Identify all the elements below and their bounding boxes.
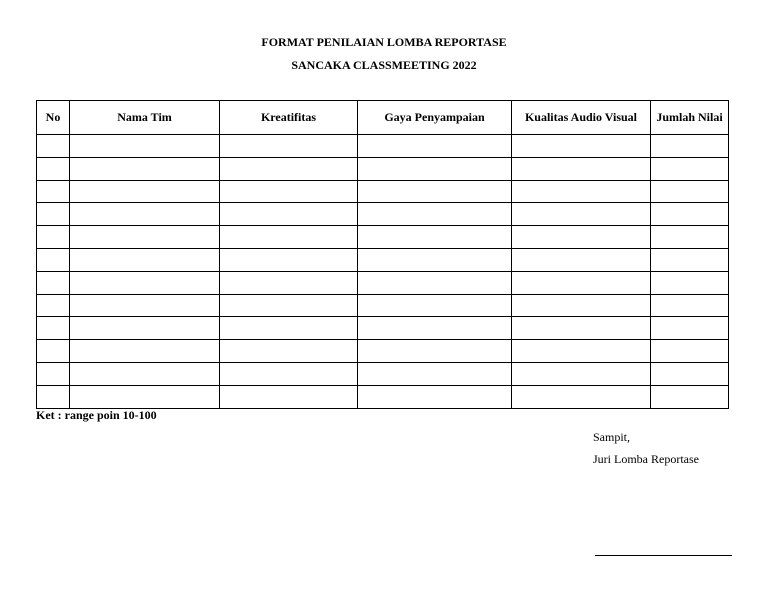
table-row	[37, 248, 729, 271]
cell-nama-tim	[70, 248, 220, 271]
cell-no	[37, 226, 70, 249]
cell-no	[37, 340, 70, 363]
cell-gaya-penyampaian	[358, 226, 512, 249]
table-row	[37, 317, 729, 340]
cell-kreatifitas	[220, 362, 358, 385]
scoring-table	[36, 100, 729, 409]
signature-line	[595, 555, 732, 556]
cell-nama-tim	[70, 135, 220, 158]
signature-role: Juri Lomba Reportase	[593, 452, 699, 466]
cell-kreatifitas	[220, 248, 358, 271]
cell-no	[37, 248, 70, 271]
cell-jumlah-nilai	[651, 271, 729, 294]
cell-no	[37, 157, 70, 180]
table-body	[37, 135, 729, 409]
document-title: FORMAT PENILAIAN LOMBA REPORTASE	[261, 35, 507, 49]
table-row	[37, 362, 729, 385]
cell-kreatifitas	[220, 294, 358, 317]
cell-kualitas-audio-visual	[512, 385, 651, 408]
document-subtitle: SANCAKA CLASSMEETING 2022	[291, 58, 477, 72]
cell-kualitas-audio-visual	[512, 180, 651, 203]
cell-no	[37, 135, 70, 158]
cell-kualitas-audio-visual	[512, 317, 651, 340]
header-kreatifitas: Kreatifitas	[220, 101, 358, 135]
cell-nama-tim	[70, 157, 220, 180]
table-row	[37, 226, 729, 249]
cell-jumlah-nilai	[651, 248, 729, 271]
cell-nama-tim	[70, 294, 220, 317]
table-row	[37, 180, 729, 203]
cell-kreatifitas	[220, 135, 358, 158]
cell-nama-tim	[70, 317, 220, 340]
table-row	[37, 340, 729, 363]
cell-gaya-penyampaian	[358, 317, 512, 340]
cell-kualitas-audio-visual	[512, 157, 651, 180]
table-row	[37, 294, 729, 317]
header-kualitas-audio-visual: Kualitas Audio Visual	[512, 101, 651, 135]
cell-kualitas-audio-visual	[512, 203, 651, 226]
cell-gaya-penyampaian	[358, 203, 512, 226]
cell-nama-tim	[70, 362, 220, 385]
cell-no	[37, 362, 70, 385]
cell-no	[37, 294, 70, 317]
cell-kualitas-audio-visual	[512, 248, 651, 271]
cell-gaya-penyampaian	[358, 385, 512, 408]
cell-jumlah-nilai	[651, 226, 729, 249]
cell-gaya-penyampaian	[358, 340, 512, 363]
cell-gaya-penyampaian	[358, 294, 512, 317]
cell-kreatifitas	[220, 385, 358, 408]
cell-kreatifitas	[220, 317, 358, 340]
table-row	[37, 203, 729, 226]
cell-nama-tim	[70, 226, 220, 249]
cell-jumlah-nilai	[651, 157, 729, 180]
cell-nama-tim	[70, 385, 220, 408]
cell-no	[37, 385, 70, 408]
cell-kualitas-audio-visual	[512, 362, 651, 385]
cell-kreatifitas	[220, 180, 358, 203]
cell-jumlah-nilai	[651, 340, 729, 363]
cell-no	[37, 317, 70, 340]
cell-kreatifitas	[220, 203, 358, 226]
cell-jumlah-nilai	[651, 180, 729, 203]
cell-jumlah-nilai	[651, 317, 729, 340]
cell-nama-tim	[70, 271, 220, 294]
cell-kualitas-audio-visual	[512, 226, 651, 249]
cell-nama-tim	[70, 180, 220, 203]
cell-kreatifitas	[220, 271, 358, 294]
header-jumlah-nilai: Jumlah Nilai	[651, 101, 729, 135]
cell-nama-tim	[70, 340, 220, 363]
table-header-row	[37, 101, 729, 135]
cell-gaya-penyampaian	[358, 157, 512, 180]
cell-kreatifitas	[220, 157, 358, 180]
cell-jumlah-nilai	[651, 135, 729, 158]
table-row	[37, 157, 729, 180]
cell-jumlah-nilai	[651, 385, 729, 408]
cell-gaya-penyampaian	[358, 271, 512, 294]
cell-no	[37, 180, 70, 203]
header-nama-tim: Nama Tim	[70, 101, 220, 135]
cell-gaya-penyampaian	[358, 362, 512, 385]
cell-gaya-penyampaian	[358, 248, 512, 271]
cell-no	[37, 203, 70, 226]
cell-jumlah-nilai	[651, 203, 729, 226]
cell-gaya-penyampaian	[358, 180, 512, 203]
cell-no	[37, 271, 70, 294]
cell-kualitas-audio-visual	[512, 271, 651, 294]
cell-jumlah-nilai	[651, 294, 729, 317]
cell-kreatifitas	[220, 340, 358, 363]
cell-kualitas-audio-visual	[512, 135, 651, 158]
cell-kreatifitas	[220, 226, 358, 249]
header-gaya-penyampaian: Gaya Penyampaian	[358, 101, 512, 135]
table-row	[37, 135, 729, 158]
cell-kualitas-audio-visual	[512, 340, 651, 363]
cell-gaya-penyampaian	[358, 135, 512, 158]
cell-nama-tim	[70, 203, 220, 226]
header-no: No	[37, 101, 70, 135]
table-row	[37, 385, 729, 408]
signature-place: Sampit,	[593, 430, 631, 444]
score-range-note: Ket : range poin 10-100	[36, 408, 157, 422]
table-row	[37, 271, 729, 294]
cell-kualitas-audio-visual	[512, 294, 651, 317]
cell-jumlah-nilai	[651, 362, 729, 385]
